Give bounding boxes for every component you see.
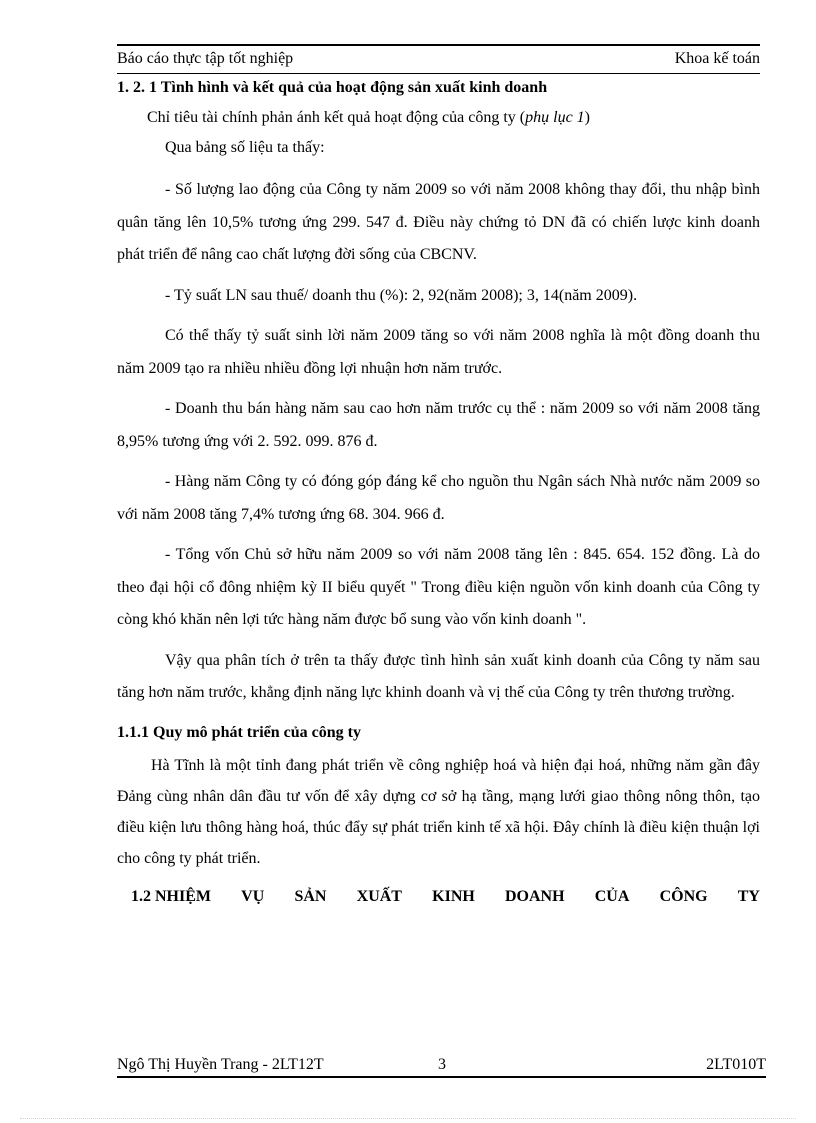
appendix-reference: phụ lục 1 [525, 109, 585, 126]
intro-suffix: ) [584, 109, 590, 126]
footer-rule [117, 1076, 766, 1078]
paragraph-profit-ratio: - Tỷ suất LN sau thuế/ doanh thu (%): 2, 92(năm 2008); 3, 14(năm 2009). [165, 286, 638, 304]
page-body [117, 76, 760, 910]
heading-word: CỦA [594, 887, 630, 905]
footer-page-number: 3 [438, 1056, 446, 1073]
paragraph-scale: Hà Tĩnh là một tỉnh đang phát triển về công nghiệp hoá và hiện đại hoá, những năm gần đây Đảng cùng nhân dân đầu tư vốn để xây dựng cơ sở hạ tầng, mạng lưới giao thông nông thôn, tạo điều kiện lưu thông hàng hoá, thúc đẩy sự phát triển kinh tế xã hội. Đây chính là điều kiện thuận lợi cho công ty phát triển. [117, 756, 760, 867]
intro-text: Chỉ tiêu tài chính phản ánh kết quả hoạt động của công ty ( [147, 109, 526, 126]
section-heading-1-1-1: 1.1.1 Quy mô phát triển của công ty [117, 723, 361, 741]
paragraph-labor: - Số lượng lao động của Công ty năm 2009 so với năm 2008 không thay đổi, thu nhập bình quân tăng lên 10,5% tương ứng 299. 547 đ. Điều này chứng tỏ DN đã có chiến lược kinh doanh phát triển để nâng cao chất lượng đời sống của CBCNV. [117, 181, 760, 263]
header-rule-thin [117, 73, 760, 74]
heading-word: KINH [432, 887, 475, 905]
heading-word: XUẤT [356, 887, 402, 905]
heading-word: SẢN [294, 887, 327, 905]
paragraph-revenue: - Doanh thu bán hàng năm sau cao hơn năm trước cụ thể : năm 2009 so với năm 2008 tăng 8,95% tương ứng với 2. 592. 099. 876 đ. [117, 400, 760, 450]
intro-paragraph [117, 106, 760, 130]
heading-word: VỤ [241, 887, 265, 905]
heading-word: TY [737, 887, 760, 905]
section-heading-1-2-1: 1. 2. 1 Tình hình và kết quả của hoạt động sản xuất kinh doanh [117, 79, 548, 96]
header-left: Báo cáo thực tập tốt nghiệp [117, 50, 294, 67]
footer-author: Ngô Thị Huyền Trang - 2LT12T [117, 1056, 324, 1073]
section-heading-1-2 [117, 884, 760, 910]
lead-paragraph: Qua bảng số liệu ta thấy: [165, 139, 325, 156]
paragraph-profitability: Có thể thấy tỷ suất sinh lời năm 2009 tăng so với năm 2008 nghĩa là một đồng doanh thu năm 2009 tạo ra nhiều nhiều đồng lợi nhuận hơn năm trước. [117, 327, 760, 377]
header-rule [117, 44, 760, 46]
paragraph-equity: - Tổng vốn Chủ sở hữu năm 2009 so với năm 2008 tăng lên : 845. 654. 152 đồng. Là do theo đại hội cổ đông nhiệm kỳ II biểu quyết " Trong điều kiện nguồn vốn kinh doanh của Công ty còng khó khăn nên lợi tức hàng năm được bổ sung vào vốn kinh doanh ". [117, 546, 760, 628]
heading-word: DOANH [505, 887, 565, 905]
heading-word: CÔNG [659, 887, 708, 905]
page-edge-dotted-line [20, 1118, 796, 1119]
paragraph-budget: - Hàng năm Công ty có đóng góp đáng kể cho nguồn thu Ngân sách Nhà nước năm 2009 so với năm 2008 tăng 7,4% tương ứng 68. 304. 966 đ. [117, 473, 760, 523]
footer-class-code: 2LT010T [706, 1056, 766, 1073]
paragraph-conclusion: Vậy qua phân tích ở trên ta thấy được tình hình sản xuất kinh doanh của Công ty năm sau tăng hơn năm trước, khẳng định năng lực khinh doanh và vị thế của Công ty trên thương trường. [117, 651, 760, 701]
header-right: Khoa kế toán [674, 50, 760, 67]
heading-word: 1.2 NHIỆM [131, 887, 211, 905]
